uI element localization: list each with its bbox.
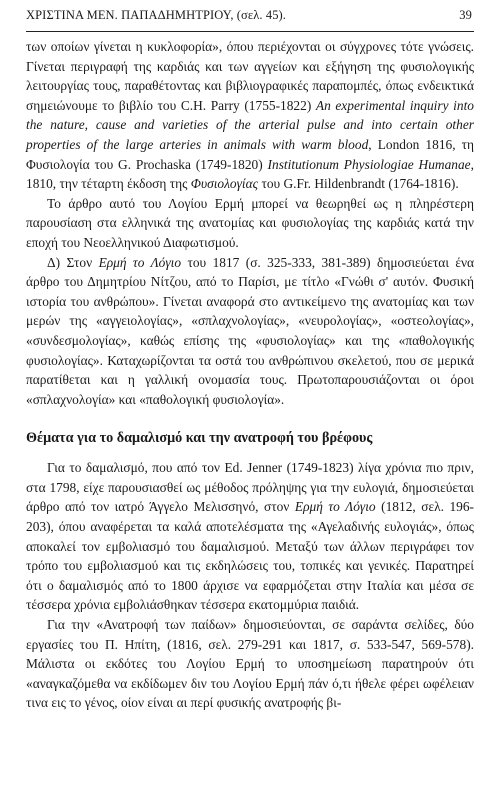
italic-title-run: An experimental inquiry into the nature, cause and varieties of the arterial pulse and into certain other properties of the large arteries in animals with warm blood <box>26 97 474 152</box>
text-run: του 1817 (σ. 325-333, 381-389) δημοσιεύεται ένα άρθρο του Δημητρίου Νίτζου, από το Παρίσι, με τίτλο «Γνώθι σ' αυτόν. Φυσική ιστορία του ανθρώπου». Γίνεται αναφορά στο αντικείμενο της ανατομίας και των μερών της «αγγειολογίας», «σπλαχνολογίας», «νευρολογίας», «οστεολογίας», «συνδεσμολογίας», καθώς επίσης της «φυσιολογίας» και της «παθολογικής φυσιολογίας». Καταχωρίζονται τα οστά του ανθρώπινου σκελετού, που σε μερικά παρατίθεται και η γαλλική ονομασία τους. Πρωτοπαρουσιάζονται οι όροι «σπλαχνολογία» και «παθολογική φυσιολογία». <box>26 254 475 407</box>
page-number: 39 <box>459 8 472 22</box>
body-paragraph <box>26 194 474 253</box>
text-run: Το άρθρο αυτό του Λογίου Ερμή μπορεί να θεωρηθεί ως η πληρέστερη παρουσίαση στα ελληνικά της ανατομίας και φυσιολογίας της καρδιάς κατά την εποχή του Νεοελληνικού Διαφωτισμού. <box>26 195 474 250</box>
text-run: των οποίων γίνεται η κυκλοφορία», όπου περιέχονται οι σύγχρονες τότε γνώσεις. Γίνεται περιγραφή της καρδιάς και των αγγείων και εξήγηση της φυσιολογικής λειτουργίας τους, παραθέτοντας και βιβλιογραφικές παραπομπές, όπως ενδεικτικά σημειώνουμε το βιβλίο του C.H. Parry (1755-1822) <box>26 39 474 113</box>
text-run: (1812, σελ. 196-203), όπου αναφέρεται τα καλά αποτελέσματα της «Αγελαδινής ευλογιάς», όπως αποκαλεί τον εμβολιασμό του δαμαλισμού. Μεταξύ των άλλων περιγράφει τον τρόπο του εμβολιασμού και τις εκδηλώσεις του, τοπικές και γενικές. Παρατηρεί ότι ο δαμαλισμός από το 1800 άρχισε να εφαρμόζεται στην Ιταλία και μέσα σε τέσσερα χρόνια εμβολιάσθηκαν τέσσερα εκατομμύρια παιδιά. <box>26 499 474 613</box>
body-paragraph <box>26 615 474 713</box>
text-run: Για την «Ανατροφή των παίδων» δημοσιεύονται, σε σαράντα σελίδες, δύο εργασίες του Π. Ηπίτη, (1816, σελ. 279-291 και 1817, σ. 533-547, 569-578). Μάλιστα οι εκδότες του Λογίου Ερμή το υποσημείωση παρατηρούν ότι «αναγκαζόμεθα να εκδίδωμεν διν του Λογίου Ερμή πάν ό,τι ήθελε φέρει ωφέλειαν τινα εις το γένος, οίον είναι αι περί φυσικής ανατροφής βι- <box>26 617 474 711</box>
running-title: ΧΡΙΣΤΙΝΑ ΜΕΝ. ΠΑΠΑΔΗΜΗΤΡΙΟΥ, (σελ. 45). <box>26 8 287 22</box>
body-paragraph <box>26 458 474 615</box>
paragraph-group-top <box>26 37 474 409</box>
text-run: Για το δαμαλισμό, που από τον Ed. Jenner (1749-1823) λίγα χρόνια πιο πριν, στα 1798, είχε παρουσιασθεί ως μέθοδος πρόληψης για την ευλογιά, δημοσιεύεται άρθρο από τον ιατρό Άγγελο Μελισσηνό, στον <box>26 460 474 515</box>
italic-title-run: Φυσιολογίας <box>190 176 259 192</box>
header-rule <box>26 31 474 32</box>
italic-title-run: Ερμή το Λόγιο <box>98 254 182 270</box>
body-paragraph <box>26 37 474 194</box>
italic-title-run: Institutionum Physiologiae Humanae <box>267 156 471 172</box>
text-run: του G.Fr. Hildenbrandt (1764-1816). <box>258 176 459 192</box>
text-run: , London 1816, τη Φυσιολογία του G. Prochaska (1749-1820) <box>26 136 475 172</box>
section-heading: Θέματα για το δαμαλισμό και την ανατροφή του βρέφους <box>26 430 373 447</box>
page-body <box>26 37 474 713</box>
paragraph-group-section <box>26 458 474 713</box>
italic-title-run: Ερμή το Λόγιο <box>294 499 376 515</box>
body-paragraph <box>26 253 474 410</box>
text-run: , 1810, την τέταρτη έκδοση της <box>26 156 474 192</box>
text-run: Δ) Στον <box>47 254 99 270</box>
page-header <box>26 8 474 30</box>
